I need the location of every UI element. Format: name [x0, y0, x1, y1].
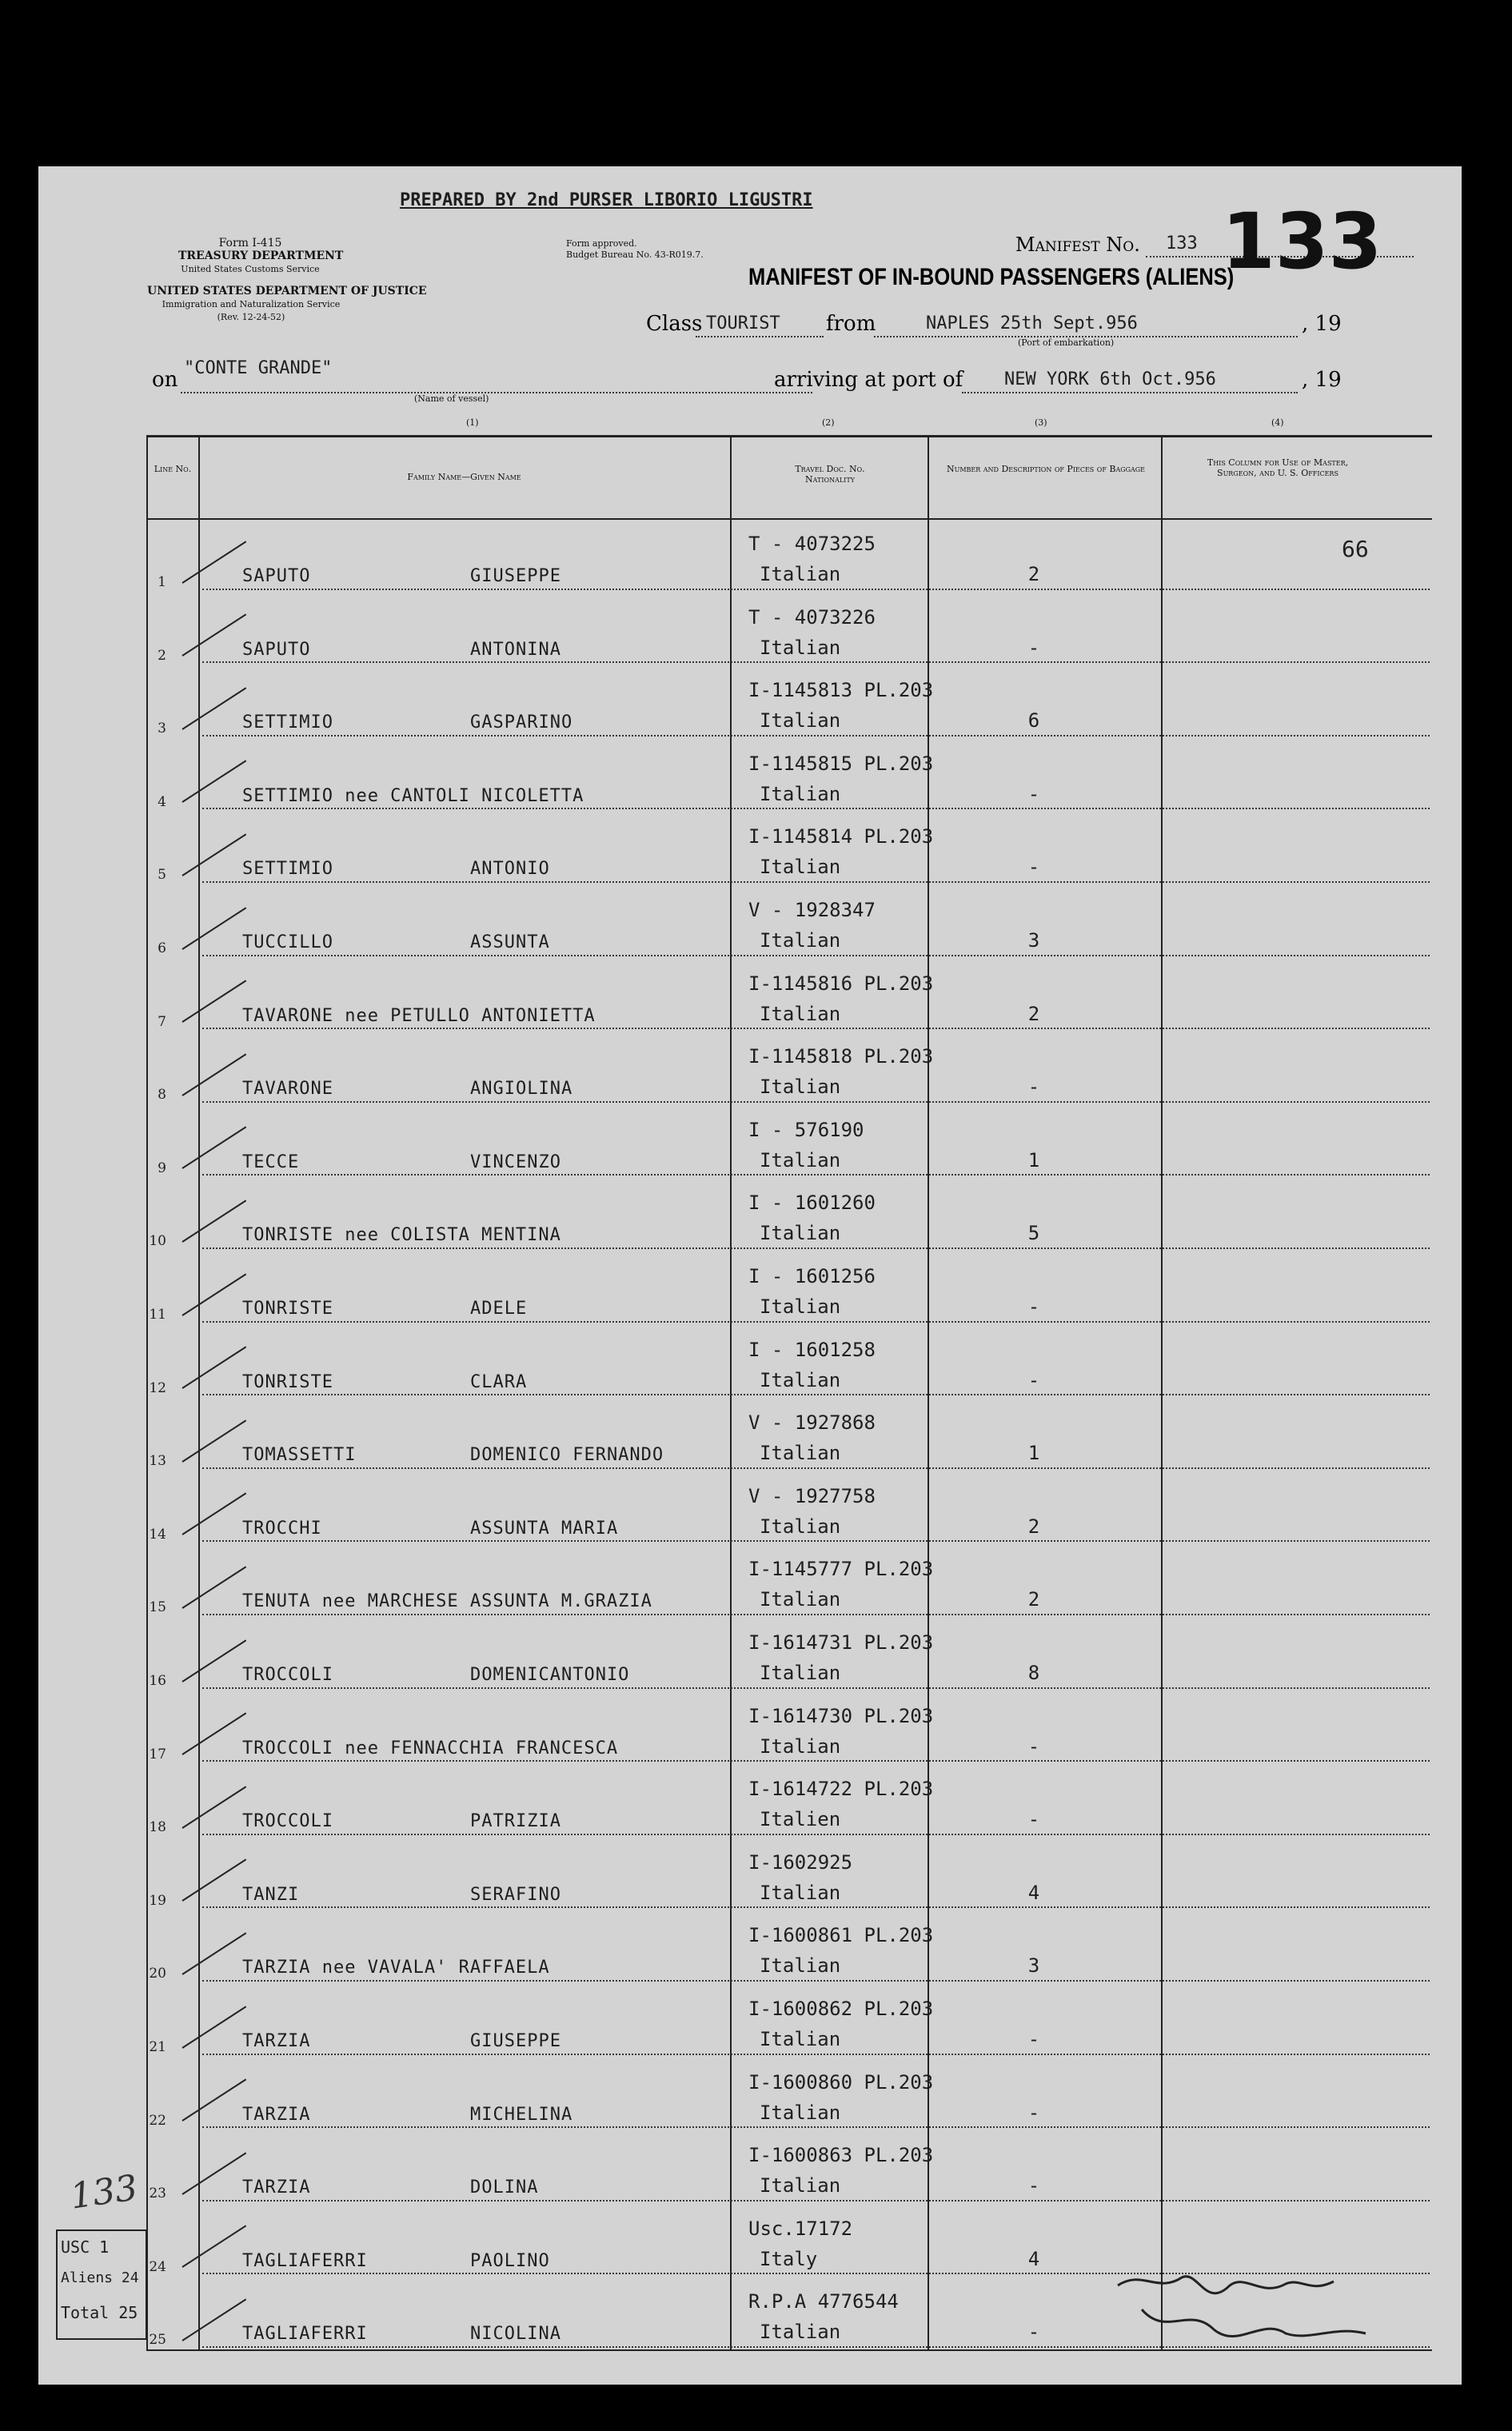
row-rule	[202, 735, 1430, 736]
family-name: SAPUTO	[242, 639, 311, 660]
row-rule	[202, 808, 1430, 809]
header-line-no: Line No.	[154, 464, 192, 474]
check-mark	[182, 541, 246, 583]
given-name: PATRIZIA	[470, 1811, 561, 1832]
baggage-count: -	[1027, 2321, 1040, 2344]
family-name: TENUTA nee MARCHESE ASSUNTA M.GRAZIA	[242, 1591, 652, 1612]
given-name: DOMENICO FERNANDO	[470, 1445, 664, 1466]
given-name: VINCENZO	[470, 1152, 561, 1172]
check-mark	[182, 2298, 246, 2341]
customs-service: United States Customs Service	[181, 264, 320, 274]
check-mark	[182, 833, 246, 876]
family-name: TARZIA	[242, 2104, 311, 2125]
baggage-count: -	[1027, 1076, 1040, 1099]
nationality: Italian	[760, 2028, 841, 2050]
header-travel-doc: Travel Doc. No. Nationality	[795, 464, 865, 485]
nationality: Italian	[760, 2101, 841, 2124]
nationality: Italian	[760, 2174, 841, 2197]
check-mark	[182, 760, 246, 803]
table-row	[38, 1837, 1462, 1910]
nationality: Italian	[760, 1002, 841, 1025]
nationality: Italian	[760, 1442, 841, 1465]
line-number: 6	[158, 940, 166, 956]
port-embark-caption: (Port of embarkation)	[1018, 337, 1115, 348]
nationality: Italian	[760, 2321, 841, 2344]
vessel-rule	[181, 392, 812, 393]
row-rule	[202, 1980, 1430, 1982]
baggage-count: 8	[1027, 1662, 1040, 1684]
family-name: TARZIA nee VAVALA' RAFFAELA	[242, 1958, 550, 1978]
check-mark	[182, 1786, 246, 1828]
line-number: 20	[149, 1966, 166, 1982]
line-number: 19	[149, 1892, 166, 1909]
row-rule	[202, 1174, 1430, 1176]
check-mark	[182, 1127, 246, 1169]
check-mark	[182, 2079, 246, 2122]
given-name: ASSUNTA	[470, 932, 550, 952]
line-number: 4	[158, 793, 166, 810]
check-mark	[182, 980, 246, 1023]
travel-doc-number: I - 1601256	[748, 1265, 876, 1287]
row-rule	[202, 661, 1430, 663]
family-name: TROCCOLI	[242, 1811, 333, 1832]
row-rule	[202, 1467, 1430, 1469]
travel-doc-number: I-1145777 PL.203	[748, 1558, 934, 1581]
vessel-caption: (Name of vessel)	[414, 393, 489, 404]
baggage-count: 2	[1027, 1588, 1040, 1611]
baggage-count: 4	[1027, 2247, 1040, 2270]
nationality: Italian	[760, 856, 841, 879]
table-row	[38, 1910, 1462, 1983]
travel-doc-number: I-1600860 PL.203	[748, 2070, 934, 2094]
row-rule	[202, 2200, 1430, 2201]
table-row	[38, 738, 1462, 812]
travel-doc-number: I-1600862 PL.203	[748, 1998, 934, 2020]
travel-doc-number: I-1614730 PL.203	[748, 1704, 934, 1727]
table-row	[38, 665, 1462, 738]
baggage-count: -	[1027, 1368, 1040, 1391]
nationality: Italian	[760, 1588, 841, 1611]
nationality: Italian	[760, 1734, 841, 1758]
officer-note: 66	[1342, 536, 1369, 562]
manifest-page	[38, 166, 1462, 2385]
col-num-2: (2)	[822, 417, 835, 428]
check-mark	[182, 1566, 246, 1608]
family-name: TOMASSETTI	[242, 1445, 357, 1466]
row-rule	[202, 1101, 1430, 1103]
col-num-3: (3)	[1035, 417, 1047, 428]
on-label: on	[152, 368, 178, 392]
header-baggage: Number and Description of Pieces of Baggage	[946, 464, 1146, 474]
baggage-count: 2	[1027, 1515, 1040, 1538]
row-rule	[202, 2126, 1430, 2128]
family-name: TECCE	[242, 1152, 300, 1172]
travel-doc-number: I-1145818 PL.203	[748, 1045, 934, 1068]
check-mark	[182, 1859, 246, 1902]
table-row	[38, 1983, 1462, 2057]
travel-doc-number: I - 1601258	[748, 1338, 876, 1361]
table-row	[38, 592, 1462, 665]
check-mark	[182, 1347, 246, 1389]
row-rule	[202, 1906, 1430, 1908]
nationality: Italian	[760, 1662, 841, 1684]
treasury-dept: TREASURY DEPARTMENT	[178, 249, 344, 262]
line-number: 3	[158, 721, 166, 737]
line-number: 10	[149, 1233, 166, 1250]
line-number: 21	[149, 2039, 166, 2055]
form-approved: Form approved.	[566, 238, 637, 249]
travel-doc-number: I-1600861 PL.203	[748, 1924, 934, 1947]
line-number: 25	[149, 2332, 166, 2349]
line-number: 8	[158, 1087, 166, 1104]
budget-bureau: Budget Bureau No. 43-R019.7.	[566, 249, 704, 260]
given-name: ASSUNTA MARIA	[470, 1518, 619, 1539]
table-row	[38, 884, 1462, 958]
line-number: 17	[149, 1746, 166, 1762]
table-row	[38, 1031, 1462, 1104]
given-name: NICOLINA	[470, 2324, 561, 2345]
row-rule	[202, 1834, 1430, 1835]
baggage-count: -	[1027, 636, 1040, 659]
line-number: 16	[149, 1673, 166, 1689]
travel-doc-number: I-1145816 PL.203	[748, 972, 934, 995]
given-name: GIUSEPPE	[470, 2031, 561, 2051]
form-revision: (Rev. 12-24-52)	[217, 312, 285, 322]
given-name: DOLINA	[470, 2178, 539, 2198]
manifest-number-stamp: 133	[1222, 197, 1382, 286]
family-name: TROCCHI	[242, 1518, 322, 1539]
table-row	[38, 2057, 1462, 2130]
baggage-count: 1	[1027, 1148, 1040, 1172]
line-number: 22	[149, 2112, 166, 2129]
manifest-label: Manifest No.	[1015, 234, 1140, 256]
table-row	[38, 1324, 1462, 1398]
given-name: SERAFINO	[470, 1884, 561, 1905]
table-row	[38, 811, 1462, 884]
col-num-4: (4)	[1271, 417, 1284, 428]
baggage-count: -	[1027, 1295, 1040, 1318]
table-row	[38, 1763, 1462, 1837]
travel-doc-number: I-1602925	[748, 1850, 853, 1874]
nationality: Italian	[760, 1148, 841, 1172]
check-mark	[182, 1639, 246, 1682]
family-name: TONRISTE	[242, 1371, 333, 1392]
family-name: TONRISTE nee COLISTA MENTINA	[242, 1225, 561, 1246]
travel-doc-number: V - 1928347	[748, 899, 876, 921]
family-name: SETTIMIO	[242, 713, 333, 733]
baggage-count: 5	[1027, 1222, 1040, 1245]
table-row	[38, 1177, 1462, 1251]
travel-doc-number: I-1614722 PL.203	[748, 1778, 934, 1801]
baggage-count: -	[1027, 1734, 1040, 1758]
family-name: TARZIA	[242, 2031, 311, 2051]
row-rule	[202, 589, 1430, 590]
travel-doc-number: I-1145813 PL.203	[748, 679, 934, 702]
travel-doc-number: V - 1927868	[748, 1411, 876, 1435]
line-number: 13	[149, 1453, 166, 1470]
nationality: Italian	[760, 1368, 841, 1391]
table-row	[38, 2130, 1462, 2203]
row-rule	[202, 2054, 1430, 2055]
travel-doc-number: R.P.A 4776544	[748, 2290, 899, 2313]
row-rule	[202, 881, 1430, 883]
table-row	[38, 1691, 1462, 1764]
nationality: Italy	[760, 2247, 818, 2270]
line-number: 18	[149, 1819, 166, 1836]
year-1: , 19	[1302, 312, 1342, 336]
header-officers: This Column for Use of Master, Surgeon, and U. S. Officers	[1207, 457, 1349, 478]
given-name: MICHELINA	[470, 2104, 573, 2125]
row-rule	[202, 1394, 1430, 1395]
given-name: PAOLINO	[470, 2250, 550, 2271]
class-label: Class	[646, 312, 703, 336]
baggage-count: -	[1027, 2174, 1040, 2197]
prepared-by: PREPARED BY 2nd PURSER LIBORIO LIGUSTRI	[400, 190, 813, 210]
family-name: TUCCILLO	[242, 932, 333, 952]
table-row	[38, 1543, 1462, 1617]
table-row	[38, 1397, 1462, 1471]
given-name: DOMENICANTONIO	[470, 1665, 630, 1685]
given-name: GASPARINO	[470, 713, 573, 733]
baggage-count: 6	[1027, 709, 1040, 732]
travel-doc-number: T - 4073225	[748, 533, 876, 555]
family-name: TONRISTE	[242, 1299, 333, 1319]
officer-signature	[1110, 2261, 1398, 2357]
from-value: NAPLES 25th Sept.956	[926, 313, 1138, 333]
travel-doc-number: I-1600863 PL.203	[748, 2144, 934, 2167]
travel-doc-number: Usc.17172	[748, 2217, 853, 2240]
vessel-name: "CONTE GRANDE"	[184, 358, 333, 378]
nationality: Italian	[760, 1881, 841, 1904]
check-mark	[182, 1932, 246, 1974]
nationality: Italian	[760, 1076, 841, 1099]
row-rule	[202, 955, 1430, 956]
tally-aliens: Aliens 24	[61, 2269, 139, 2286]
given-name: ANGIOLINA	[470, 1079, 573, 1100]
class-value: TOURIST	[706, 313, 780, 333]
check-mark	[182, 1200, 246, 1242]
check-mark	[182, 2006, 246, 2048]
check-mark	[182, 1053, 246, 1096]
nationality: Italian	[760, 929, 841, 952]
col-num-1: (1)	[466, 417, 479, 428]
nationality: Italian	[760, 782, 841, 805]
family-name: TAGLIAFERRI	[242, 2324, 368, 2345]
line-number: 7	[158, 1013, 166, 1030]
ins-service: Immigration and Naturalization Service	[162, 299, 341, 309]
row-rule	[202, 1614, 1430, 1615]
baggage-count: 3	[1027, 929, 1040, 952]
baggage-count: -	[1027, 2101, 1040, 2124]
row-rule	[202, 1540, 1430, 1542]
table-row	[38, 1251, 1462, 1324]
line-number: 2	[158, 647, 166, 664]
check-mark	[182, 1493, 246, 1535]
row-rule	[202, 1028, 1430, 1029]
table-row	[38, 1617, 1462, 1691]
row-rule	[202, 1760, 1430, 1762]
baggage-count: 2	[1027, 1002, 1040, 1025]
table-row	[38, 518, 1462, 592]
row-rule	[202, 1321, 1430, 1323]
line-number: 12	[149, 1379, 166, 1396]
travel-doc-number: I - 1601260	[748, 1192, 876, 1215]
travel-doc-number: I-1145815 PL.203	[748, 752, 934, 775]
check-mark	[182, 687, 246, 729]
check-mark	[182, 614, 246, 657]
family-name: TARZIA	[242, 2178, 311, 2198]
header-family-name: Family Name—Given Name	[407, 472, 521, 482]
family-name: TAGLIAFERRI	[242, 2250, 368, 2271]
nationality: Italian	[760, 636, 841, 659]
travel-doc-number: I-1614731 PL.203	[748, 1631, 934, 1654]
given-name: ADELE	[470, 1299, 528, 1319]
family-name: TANZI	[242, 1884, 300, 1905]
travel-doc-number: I - 576190	[748, 1118, 864, 1141]
manifest-number-typed: 133	[1166, 234, 1198, 253]
baggage-count: -	[1027, 782, 1040, 805]
family-name: TROCCOLI nee FENNACCHIA FRANCESCA	[242, 1738, 619, 1758]
nationality: Italian	[760, 1515, 841, 1538]
baggage-count: -	[1027, 856, 1040, 879]
travel-doc-number: T - 4073226	[748, 605, 876, 629]
form-number: Form I-415	[218, 237, 282, 249]
family-name: SETTIMIO	[242, 859, 333, 880]
tally-total: Total 25	[61, 2303, 138, 2322]
table-row	[38, 958, 1462, 1032]
table-top-rule	[146, 435, 1432, 437]
nationality: Italian	[760, 1295, 841, 1318]
line-number: 15	[149, 1599, 166, 1616]
family-name: TAVARONE nee PETULLO ANTONIETTA	[242, 1005, 596, 1026]
family-name: SAPUTO	[242, 566, 311, 586]
line-number: 14	[149, 1526, 166, 1543]
line-number: 23	[149, 2186, 166, 2202]
row-rule	[202, 1247, 1430, 1249]
check-mark	[182, 1419, 246, 1462]
table-row	[38, 1104, 1462, 1178]
check-mark	[182, 907, 246, 949]
arriving-rule	[962, 392, 1298, 393]
check-mark	[182, 1713, 246, 1755]
table-row	[38, 1471, 1462, 1544]
nationality: Italien	[760, 1808, 841, 1831]
given-name: CLARA	[470, 1371, 528, 1392]
line-number: 24	[149, 2258, 166, 2275]
check-mark	[182, 1273, 246, 1315]
given-name: GIUSEPPE	[470, 566, 561, 586]
baggage-count: -	[1027, 2028, 1040, 2050]
given-name: ANTONIO	[470, 859, 550, 880]
check-mark	[182, 2152, 246, 2194]
line-number: 5	[158, 867, 166, 884]
justice-dept: UNITED STATES DEPARTMENT OF JUSTICE	[147, 285, 427, 297]
travel-doc-number: I-1145814 PL.203	[748, 825, 934, 848]
nationality: Italian	[760, 1222, 841, 1245]
manifest-title: MANIFEST OF IN-BOUND PASSENGERS (ALIENS)	[748, 264, 1235, 290]
baggage-count: 1	[1027, 1442, 1040, 1465]
tally-box	[56, 2229, 147, 2340]
from-label: from	[826, 312, 876, 336]
arriving-label: arriving at port of	[774, 368, 963, 392]
baggage-count: 4	[1027, 1881, 1040, 1904]
arriving-value: NEW YORK 6th Oct.956	[1004, 369, 1216, 389]
margin-handwritten-133: 133	[67, 2167, 141, 2217]
baggage-count: -	[1027, 1808, 1040, 1831]
nationality: Italian	[760, 709, 841, 732]
given-name: ANTONINA	[470, 639, 561, 660]
row-rule	[202, 1687, 1430, 1689]
family-name: SETTIMIO nee CANTOLI NICOLETTA	[242, 785, 584, 806]
year-2: , 19	[1302, 368, 1342, 392]
baggage-count: 2	[1027, 563, 1040, 585]
check-mark	[182, 2225, 246, 2268]
family-name: TROCCOLI	[242, 1665, 333, 1685]
line-number: 1	[158, 574, 166, 590]
tally-usc: USC 1	[61, 2237, 110, 2257]
line-number: 11	[149, 1307, 166, 1323]
family-name: TAVARONE	[242, 1079, 333, 1100]
nationality: Italian	[760, 563, 841, 585]
class-rule	[696, 336, 824, 337]
baggage-count: 3	[1027, 1954, 1040, 1978]
travel-doc-number: V - 1927758	[748, 1484, 876, 1507]
nationality: Italian	[760, 1954, 841, 1978]
line-number: 9	[158, 1160, 166, 1176]
